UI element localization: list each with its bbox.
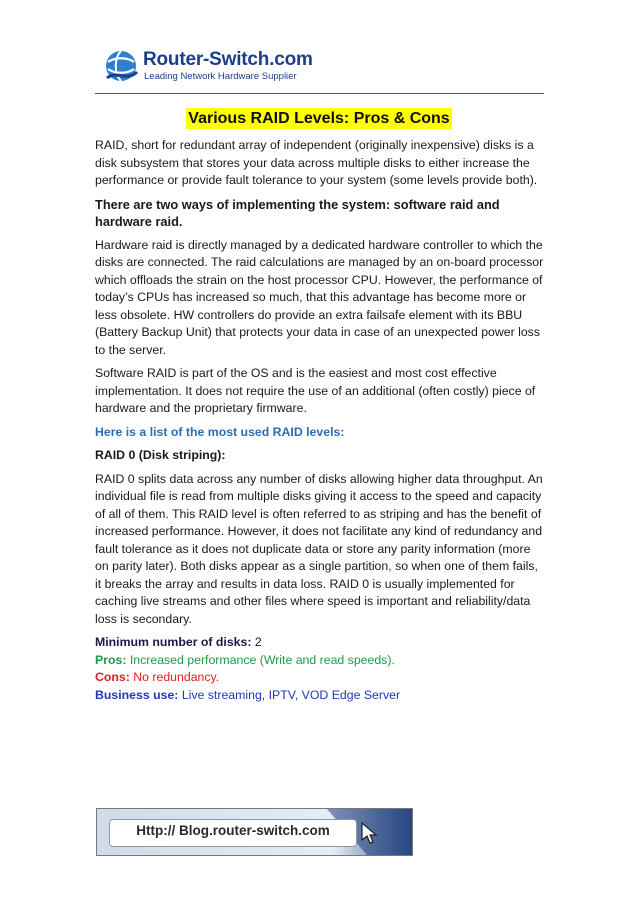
cons-line — [95, 669, 547, 687]
banner-url-text: Http:// Blog.router-switch.com — [136, 823, 330, 838]
logo-tagline: Leading Network Hardware Supplier — [144, 71, 297, 82]
min-disks-value: 2 — [254, 635, 262, 649]
url-box — [109, 819, 357, 847]
cons-label: Cons: — [95, 670, 130, 684]
business-use-label: Business use: — [95, 687, 179, 702]
business-use-value: Live streaming, IPTV, VOD Edge Server — [181, 687, 401, 702]
header-divider — [95, 93, 544, 94]
cursor-arrow-icon — [359, 821, 383, 845]
intro-paragraph: RAID, short for redundant array of independent (originally inexpensive) disks is a disk subsystem that stores your data across multiple disks to either increase the performance or provide fault tolerance to your system (some levels provide both). — [95, 138, 538, 187]
raid0-heading: RAID 0 (Disk striping): — [95, 448, 226, 462]
router-switch-logo — [103, 46, 313, 86]
min-disks-label: Minimum number of disks: — [95, 635, 252, 649]
hardware-raid-paragraph: Hardware raid is directly managed by a dedicated hardware controller to which the disks are connected. The raid calculations are managed by an on-board processor which offloads the strain on the host processor CPU. However, the performance of today’s CPUs has increased so much, that this advantage has become more or less obsolete. HW controllers do provide an extra failsafe element with its BBU (Battery Backup Unit) that protects your data in case of an unexpected power loss to the server. — [95, 237, 544, 357]
software-raid-paragraph: Software RAID is part of the OS and is the easiest and most cost effective implementation. It does not require the use of an additional (often costly) piece of hardware and the proprietary firmware. — [95, 366, 536, 415]
raid-list-intro: Here is a list of the most used RAID levels: — [95, 424, 345, 439]
title-container — [0, 108, 638, 129]
business-use-line — [95, 687, 547, 705]
cons-value: No redundancy. — [133, 670, 220, 684]
pros-value: Increased performance (Write and read speeds). — [129, 652, 395, 667]
globe-logo-icon — [103, 48, 139, 84]
min-disks-line — [95, 634, 547, 652]
document-body — [95, 137, 547, 704]
pros-line — [95, 652, 547, 670]
logo-name: Router-Switch.com — [143, 49, 313, 70]
blog-url-banner — [96, 808, 413, 856]
raid0-description: RAID 0 splits data across any number of disks allowing higher data throughput. An individual file is read from multiple disks giving it access to the speed and capacity of all of them. This RAID level is often referred to as striping and has the benefit of increased performance. However, it does not facilitate any kind of redundancy and fault tolerance as it does not duplicate data or store any parity information (more on parity later). Both disks appear as a single partition, so when one of them fails, it breaks the array and results in data loss. RAID 0 is usually implemented for caching live streams and other files where speed is important and reliability/data loss is secondary. — [95, 471, 543, 626]
document-title: Various RAID Levels: Pros & Cons — [188, 110, 450, 127]
pros-label: Pros: — [95, 652, 127, 667]
implementation-ways-paragraph: There are two ways of implementing the system: software raid and hardware raid. — [95, 196, 500, 229]
